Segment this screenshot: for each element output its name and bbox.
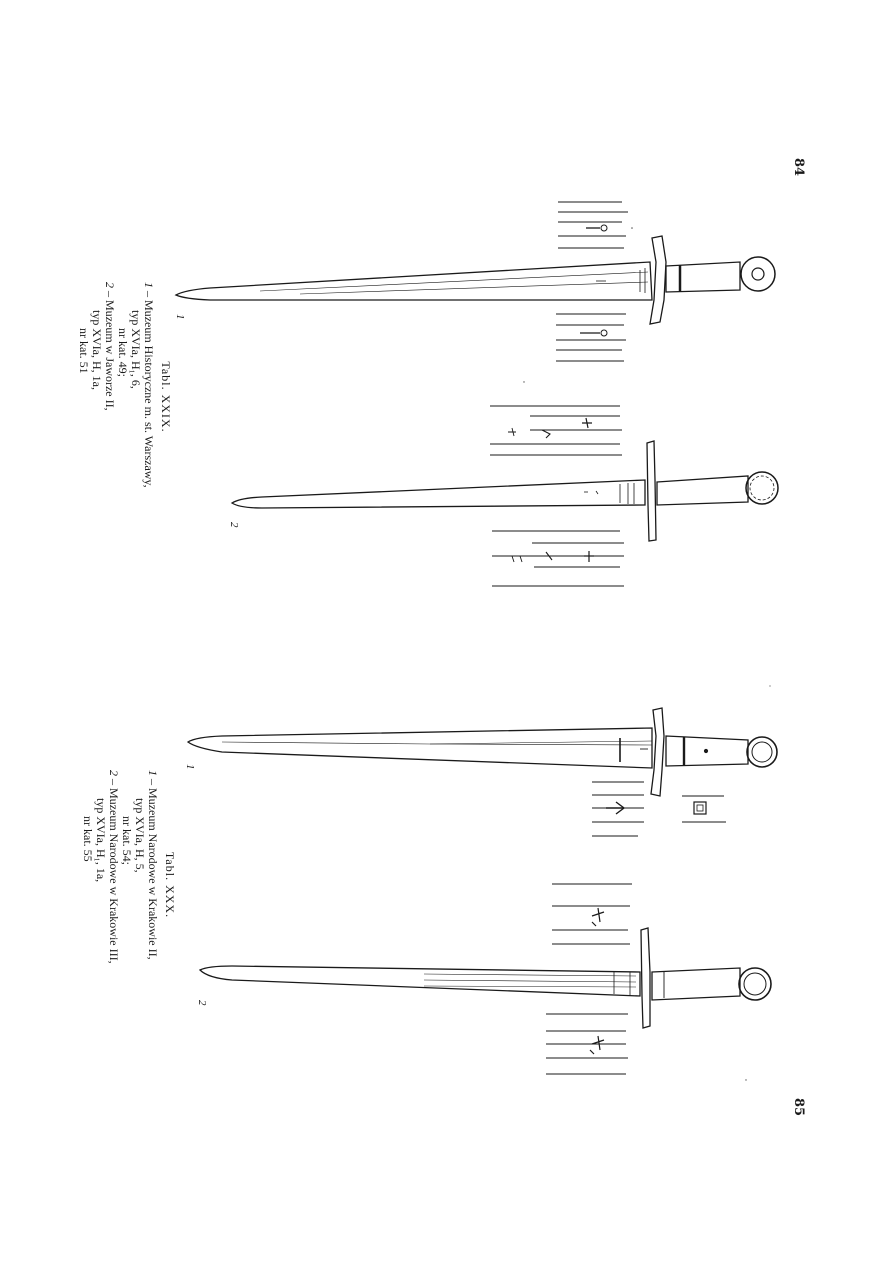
figure-label-xxx-2: 2 [196,1000,208,1006]
caption-entry [142,282,155,512]
grip-mark-panel [682,796,726,822]
entry-number: 2 [107,770,121,776]
entry-number: 2 [103,282,117,288]
entry-line: – Muzeum Narodowe w Krakowie II, [146,779,160,960]
caption-entry-line: nr kat. 51 [77,328,91,374]
caption-entry-line: typ XVIa, H₁, 1a, [94,798,108,883]
mark-panel-upper [490,406,622,455]
sword-drawing-xxx-1 [188,708,777,836]
caption-tabl-xxix [77,282,172,512]
entry-line: – Muzeum w Jaworze II, [103,291,117,411]
caption-entry [146,770,159,1000]
figure-label-xxix-2: 2 [228,522,240,528]
caption-entry-line: typ XVIa, H, 1a, [90,310,104,390]
figure-label-xxx-1: 1 [184,764,196,770]
mark-panel-lower [556,314,626,361]
caption-entry-line: nr kat. 49; [116,328,130,377]
entry-line: – Muzeum Historyczne m. st. Warszawy, [142,291,156,488]
page-number-top: 84 [791,158,806,177]
caption-title: Tabl. XXX. [163,851,177,919]
page-number-bottom: 85 [791,1098,806,1117]
caption-tabl-xxx [81,770,176,1000]
sword-drawing-xxix-2 [232,406,778,586]
mark-panel-lower [492,531,624,586]
caption-entry [103,282,116,512]
mark-panel-upper [552,884,632,944]
entry-number: 1 [142,282,156,288]
figure-label-xxix-1: 1 [174,314,186,320]
caption-entry-line: nr kat. 54; [120,816,134,865]
caption-entry-line: typ XVIa, H, 5, [133,798,147,873]
entry-number: 1 [146,770,160,776]
caption-entry-line: nr kat. 55 [81,816,95,862]
entry-line: – Muzeum Narodowe w Krakowie III, [107,779,121,964]
sword-drawing-xxx-2 [200,884,771,1074]
caption-entry [107,770,120,1000]
caption-entry-line: typ XVIa, H₁, 6, [129,310,143,389]
sword-drawing-xxix-1 [176,202,775,361]
mark-panel-upper [558,202,628,248]
mark-panel-lower [546,1014,628,1074]
caption-title: Tabl. XXIX. [159,361,173,433]
mark-panel-lower [592,782,644,836]
